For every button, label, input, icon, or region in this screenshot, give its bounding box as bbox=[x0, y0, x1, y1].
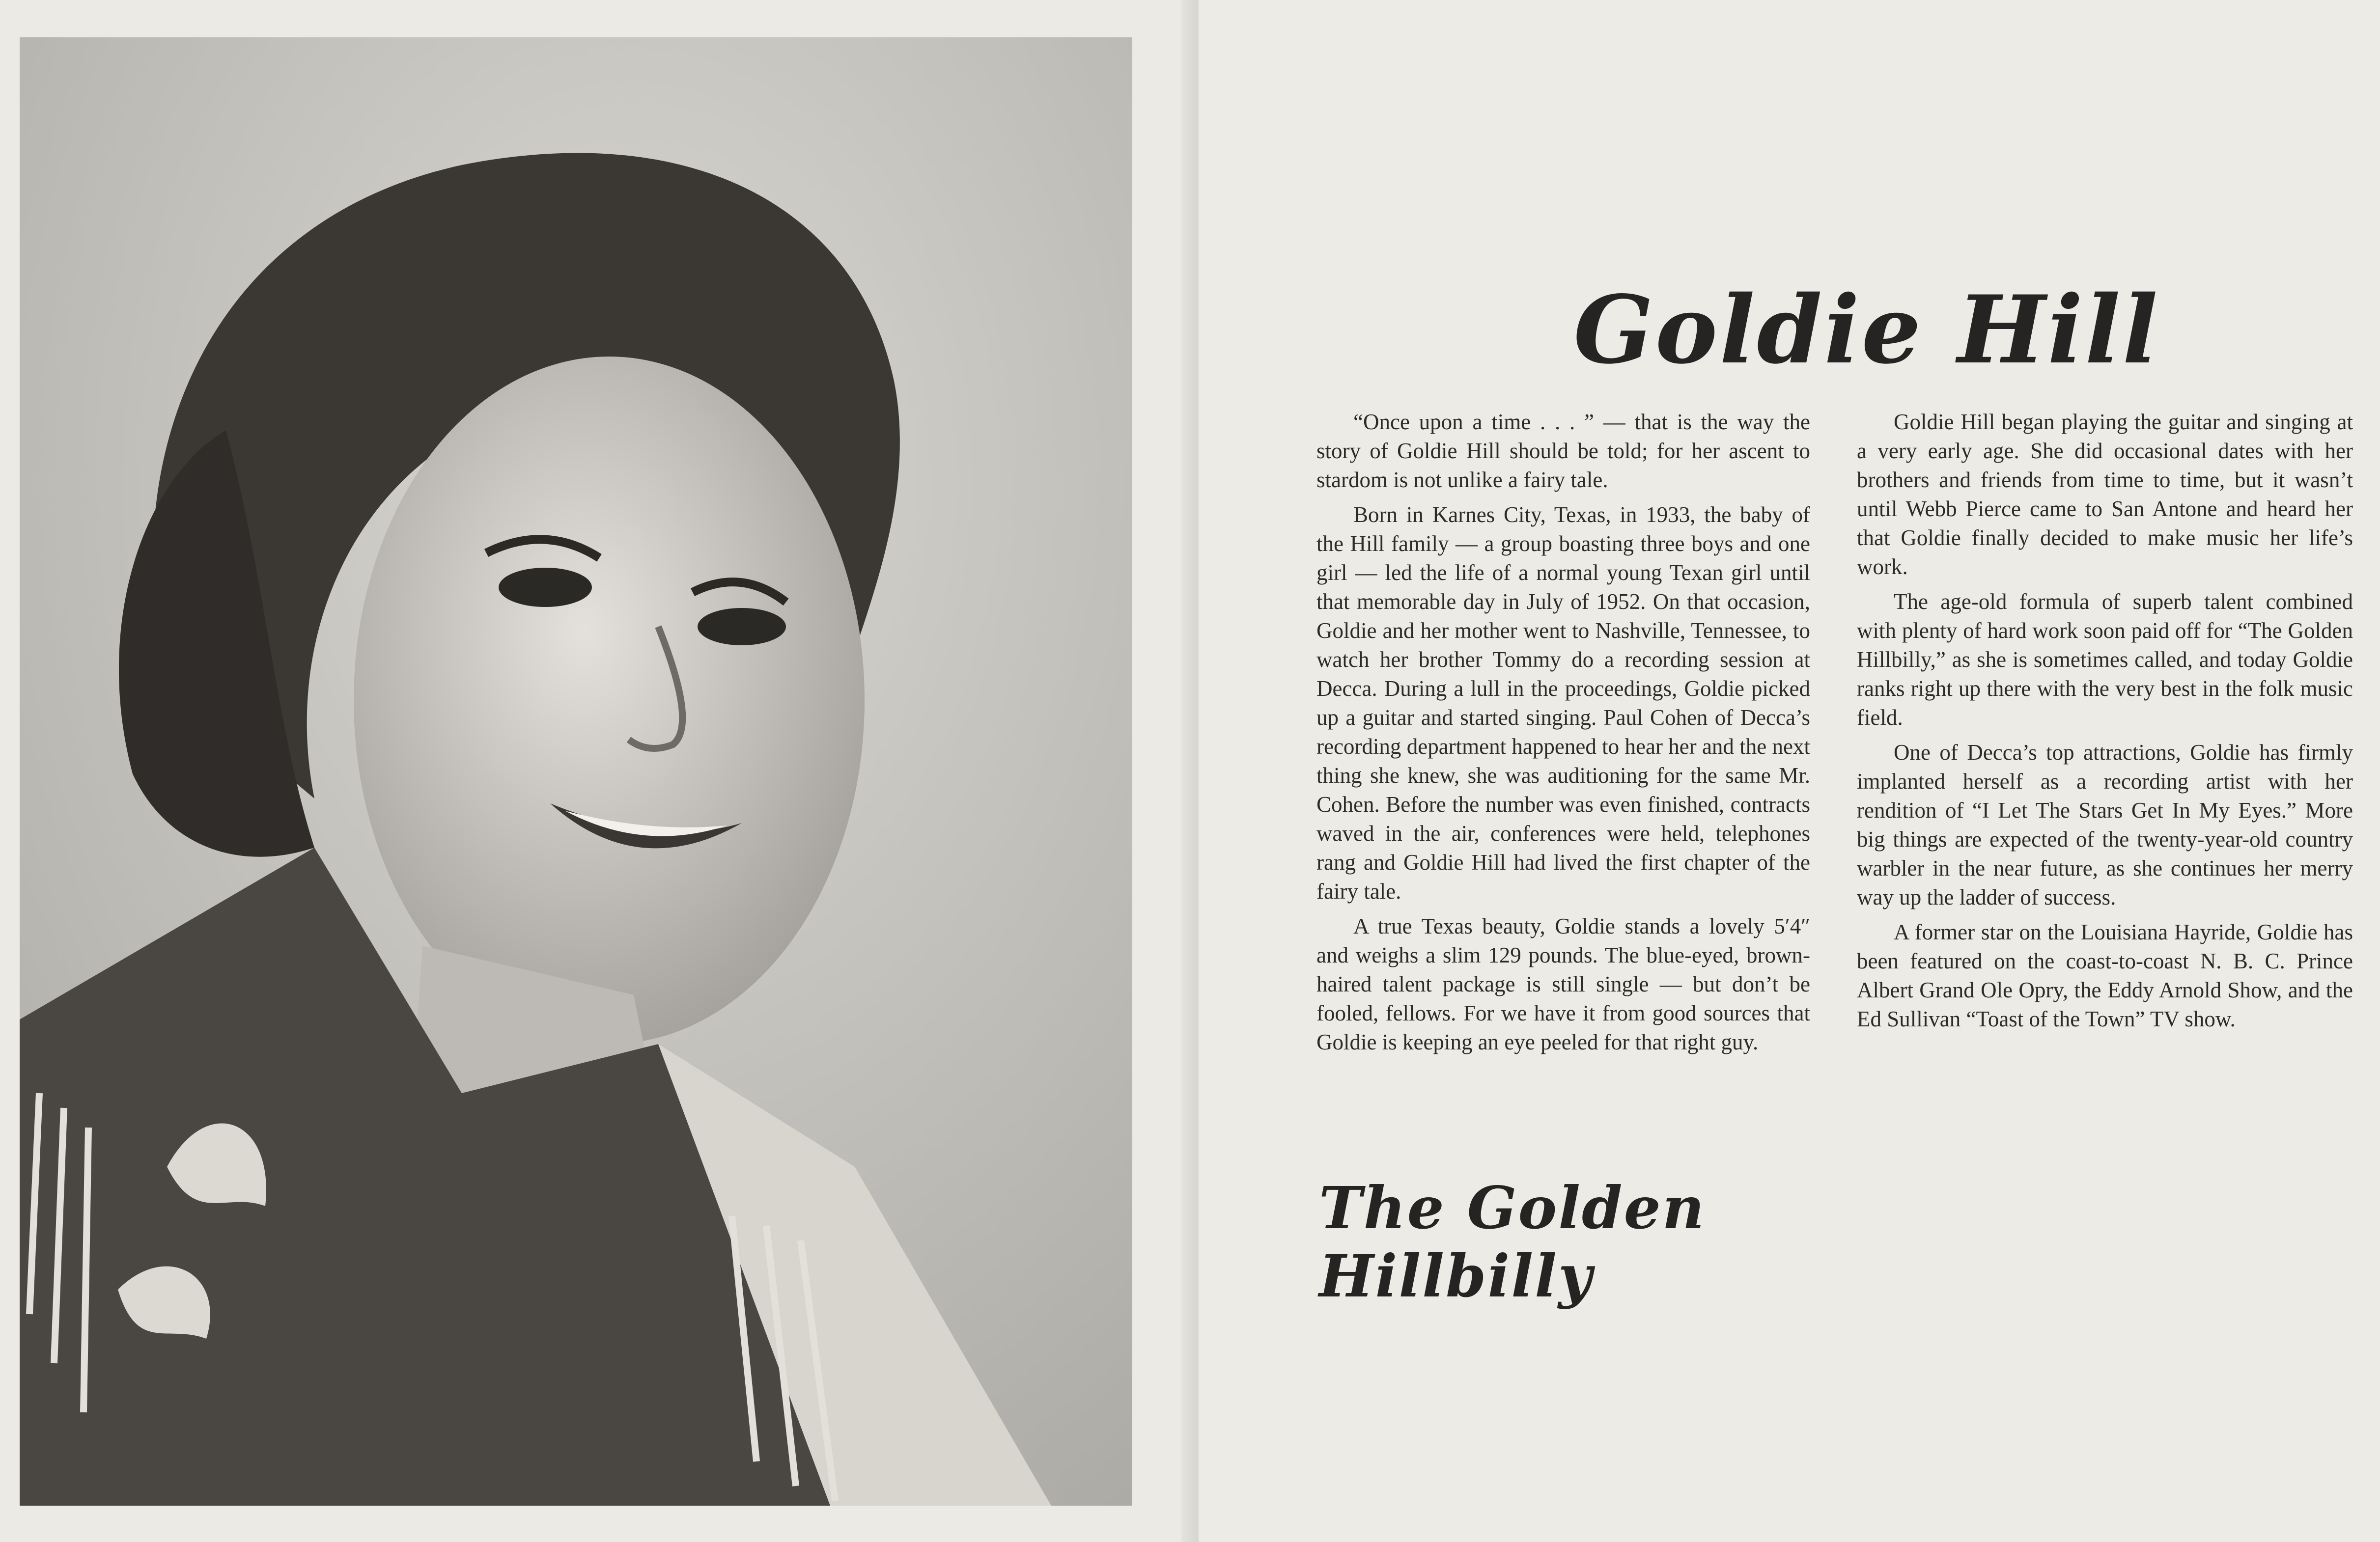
paragraph: One of Decca’s top attractions, Goldie has firmly implanted herself as a recording artist with her rendition of “I Let The Stars Get In My Eyes.” More big things are expected of the twenty-year-old country warbler in the near future, as she continues her merry way up the ladder of success. bbox=[1857, 740, 2353, 909]
article-column-left bbox=[1316, 408, 1810, 1063]
paragraph: A former star on the Louisiana Hayride, Goldie has been featured on the coast-to-coast N. B. C. Prince Albert Grand Ole Opry, the Eddy Arnold Show, and the Ed Sullivan “Toast of the Town” TV show. bbox=[1857, 920, 2353, 1031]
paragraph: Born in Karnes City, Texas, in 1933, the baby of the Hill family — a group boasting three boys and one girl — led the life of a normal young Texan girl until that memorable day in July of 1952. On that occasion, Goldie and her mother went to Nashville, Tennessee, to watch her brother Tommy do a recording session at Decca. During a lull in the proceedings, Goldie picked up a guitar and started singing. Paul Cohen of Decca’s recording department happened to hear her and the next thing she knew, she was auditioning for the same Mr. Cohen. Before the number was even finished, contracts waved in the air, conferences were held, telephones rang and Goldie Hill had lived the first chapter of the fairy tale. bbox=[1316, 502, 1810, 904]
portrait-icon bbox=[20, 37, 1132, 1506]
article-title: Goldie Hill bbox=[1573, 275, 2160, 385]
portrait-photo bbox=[20, 37, 1132, 1506]
article-subtitle: The Golden Hillbilly bbox=[1319, 1174, 1706, 1310]
paragraph: “Once upon a time . . . ” — that is the way the story of Goldie Hill should be told; for her ascent to stardom is not unlike a fairy tale. bbox=[1316, 410, 1810, 492]
paragraph: Goldie Hill began playing the guitar and singing at a very early age. She did occasional dates with her brothers and friends from time to time, but it wasn’t until Webb Pierce came to San Antone and heard her that Goldie finally decided to make music her life’s work. bbox=[1857, 410, 2353, 579]
article-column-right bbox=[1857, 408, 2353, 1040]
paragraph: A true Texas beauty, Goldie stands a lovely 5′4″ and weighs a slim 129 pounds. The blue-eyed, brown-haired talent package is still single — but don’t be fooled, fellows. For we have it from good sources that Goldie is keeping an eye peeled for that right guy. bbox=[1316, 914, 1810, 1054]
paragraph: The age-old formula of superb talent combined with plenty of hard work soon paid off for “The Golden Hillbilly,” as she is sometimes called, and today Goldie ranks right up there with the very best in the folk music field. bbox=[1857, 589, 2353, 730]
